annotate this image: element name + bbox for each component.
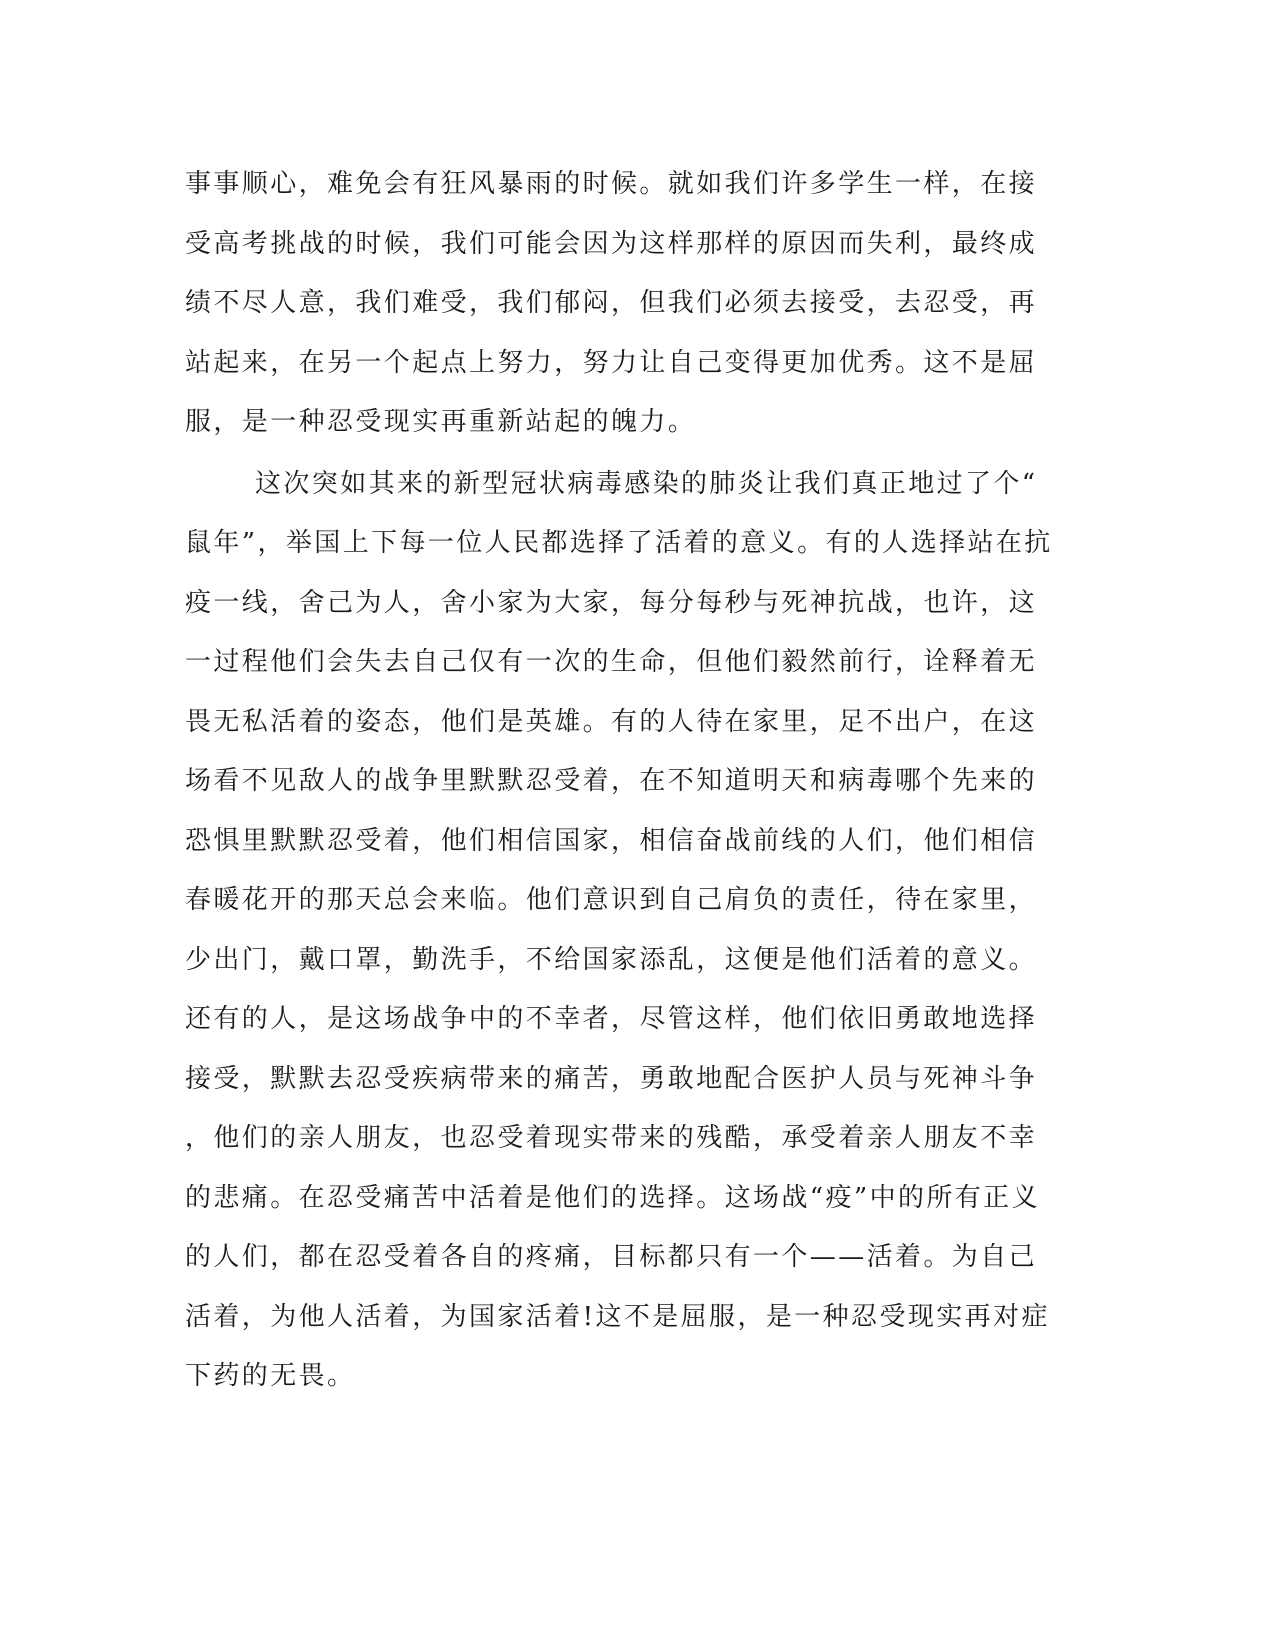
text-line: 服，是一种忍受现实再重新站起的魄力。 [185,407,697,437]
text-line: 的悲痛。在忍受痛苦中活着是他们的选择。这场战“疫”中的所有正义 [185,1182,1040,1213]
paragraph-1 [185,155,1085,453]
text-line: 一过程他们会失去自己仅有一次的生命，但他们毅然前行，诠释着无 [185,647,1038,677]
text-line: 接受，默默去忍受疾病带来的痛苦，勇敢地配合医护人员与死神斗争 [185,1063,1038,1094]
text-line: 春暖花开的那天总会来临。他们意识到自己肩负的责任，待在家里， [185,885,1038,915]
text-line: 畏无私活着的姿态，他们是英雄。有的人待在家里，足不出户，在这 [185,706,1038,737]
text-line: 还有的人，是这场战争中的不幸者，尽管这样，他们依旧勇敢地选择 [185,1004,1038,1034]
text-line: 受高考挑战的时候，我们可能会因为这样那样的原因而失利，最终成 [185,228,1038,259]
text-line: 恐惧里默默忍受着，他们相信国家，相信奋战前线的人们，他们相信 [185,825,1038,856]
text-line: 场看不见敌人的战争里默默忍受着，在不知道明天和病毒哪个先来的 [185,766,1038,796]
text-line: 这次突如其来的新型冠状病毒感染的肺炎让我们真正地过了个“ [255,468,1038,499]
text-line: 活着，为他人活着，为国家活着!这不是屈服，是一种忍受现实再对症 [185,1301,1050,1332]
text-line: 疫一线，舍己为人，舍小家为大家，每分每秒与死神抗战，也许，这 [185,587,1038,618]
text-line: 绩不尽人意，我们难受，我们郁闷，但我们必须去接受，去忍受，再 [185,288,1038,318]
paragraph-2 [185,455,1085,1407]
document-body [185,155,1085,1407]
text-line: 事事顺心，难免会有狂风暴雨的时候。就如我们许多学生一样，在接 [185,169,1038,199]
text-line: 鼠年”，举国上下每一位人民都选择了活着的意义。有的人选择站在抗 [185,528,1053,558]
text-line: 站起来，在另一个起点上努力，努力让自己变得更加优秀。这不是屈 [185,347,1038,378]
text-line: 少出门，戴口罩，勤洗手，不给国家添乱，这便是他们活着的意义。 [185,944,1038,975]
text-line: ，他们的亲人朋友，也忍受着现实带来的残酷，承受着亲人朋友不幸 [185,1123,1038,1153]
text-line: 下药的无畏。 [185,1361,356,1391]
text-line: 的人们，都在忍受着各自的疼痛，目标都只有一个——活着。为自己 [185,1242,1038,1272]
